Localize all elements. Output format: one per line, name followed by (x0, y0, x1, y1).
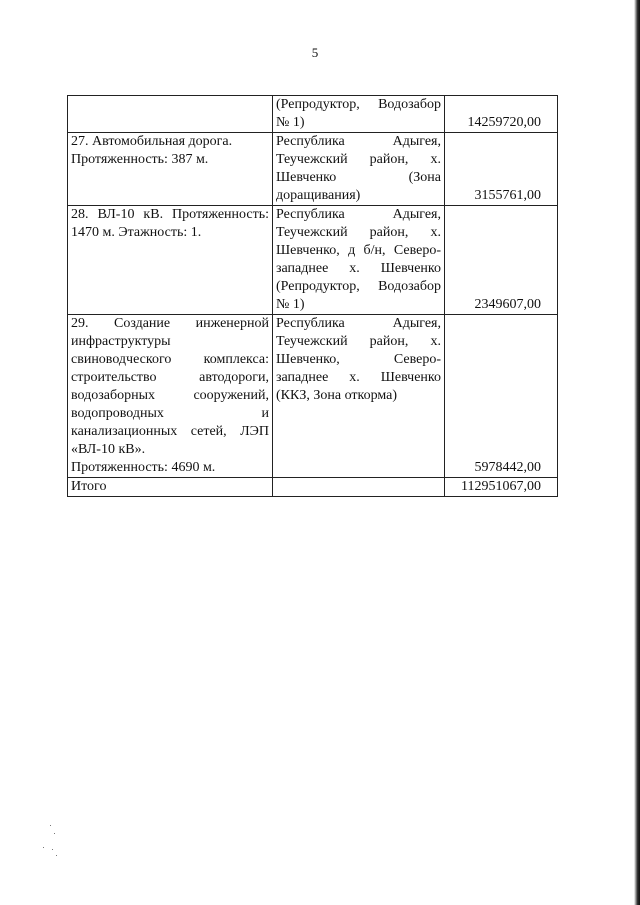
location-cell: Республика Адыгея, Теучежский район, х. Шевченко, Северо-западнее х. Шевченко (ККЗ, Зона откорма) (273, 315, 445, 478)
total-label-cell: Итого (68, 478, 273, 497)
location-cell: (Репродуктор, Водозабор № 1) (273, 96, 445, 133)
amount-cell: 2349607,00 (445, 206, 558, 315)
object-cell (68, 96, 273, 133)
total-amount-cell: 112951067,00 (445, 478, 558, 497)
table-row (68, 315, 558, 478)
scan-edge-shadow (634, 0, 640, 905)
location-cell: Республика Адыгея, Теучежский район, х. Шевченко, д б/н, Северо-западнее х. Шевченко (Репродуктор, Водозабор № 1) (273, 206, 445, 315)
table-row (68, 133, 558, 206)
location-cell: Республика Адыгея, Теучежский район, х. Шевченко (Зона доращивания) (273, 133, 445, 206)
table-row-total (68, 478, 558, 497)
amount-cell: 14259720,00 (445, 96, 558, 133)
location-cell (273, 478, 445, 497)
object-cell: 28. ВЛ-10 кВ. Протяженность: 1470 м. Этажность: 1. (68, 206, 273, 315)
property-table (67, 95, 558, 497)
object-text: 29. Создание инженерной инфраструктуры свиноводческого комплекса: строительство автодороги, водозаборных сооружений, водопроводных и канализационных сетей, ЛЭП «ВЛ-10 кВ». (71, 316, 269, 457)
object-length: Протяженность: 4690 м. (71, 460, 216, 475)
object-cell (68, 315, 273, 478)
amount-cell: 3155761,00 (445, 133, 558, 206)
table-row (68, 96, 558, 133)
scan-speckles (38, 825, 68, 865)
amount-cell: 5978442,00 (445, 315, 558, 478)
page-number: 5 (311, 45, 319, 60)
object-cell: 27. Автомобильная дорога. Протяженность: 387 м. (68, 133, 273, 206)
table-row (68, 206, 558, 315)
